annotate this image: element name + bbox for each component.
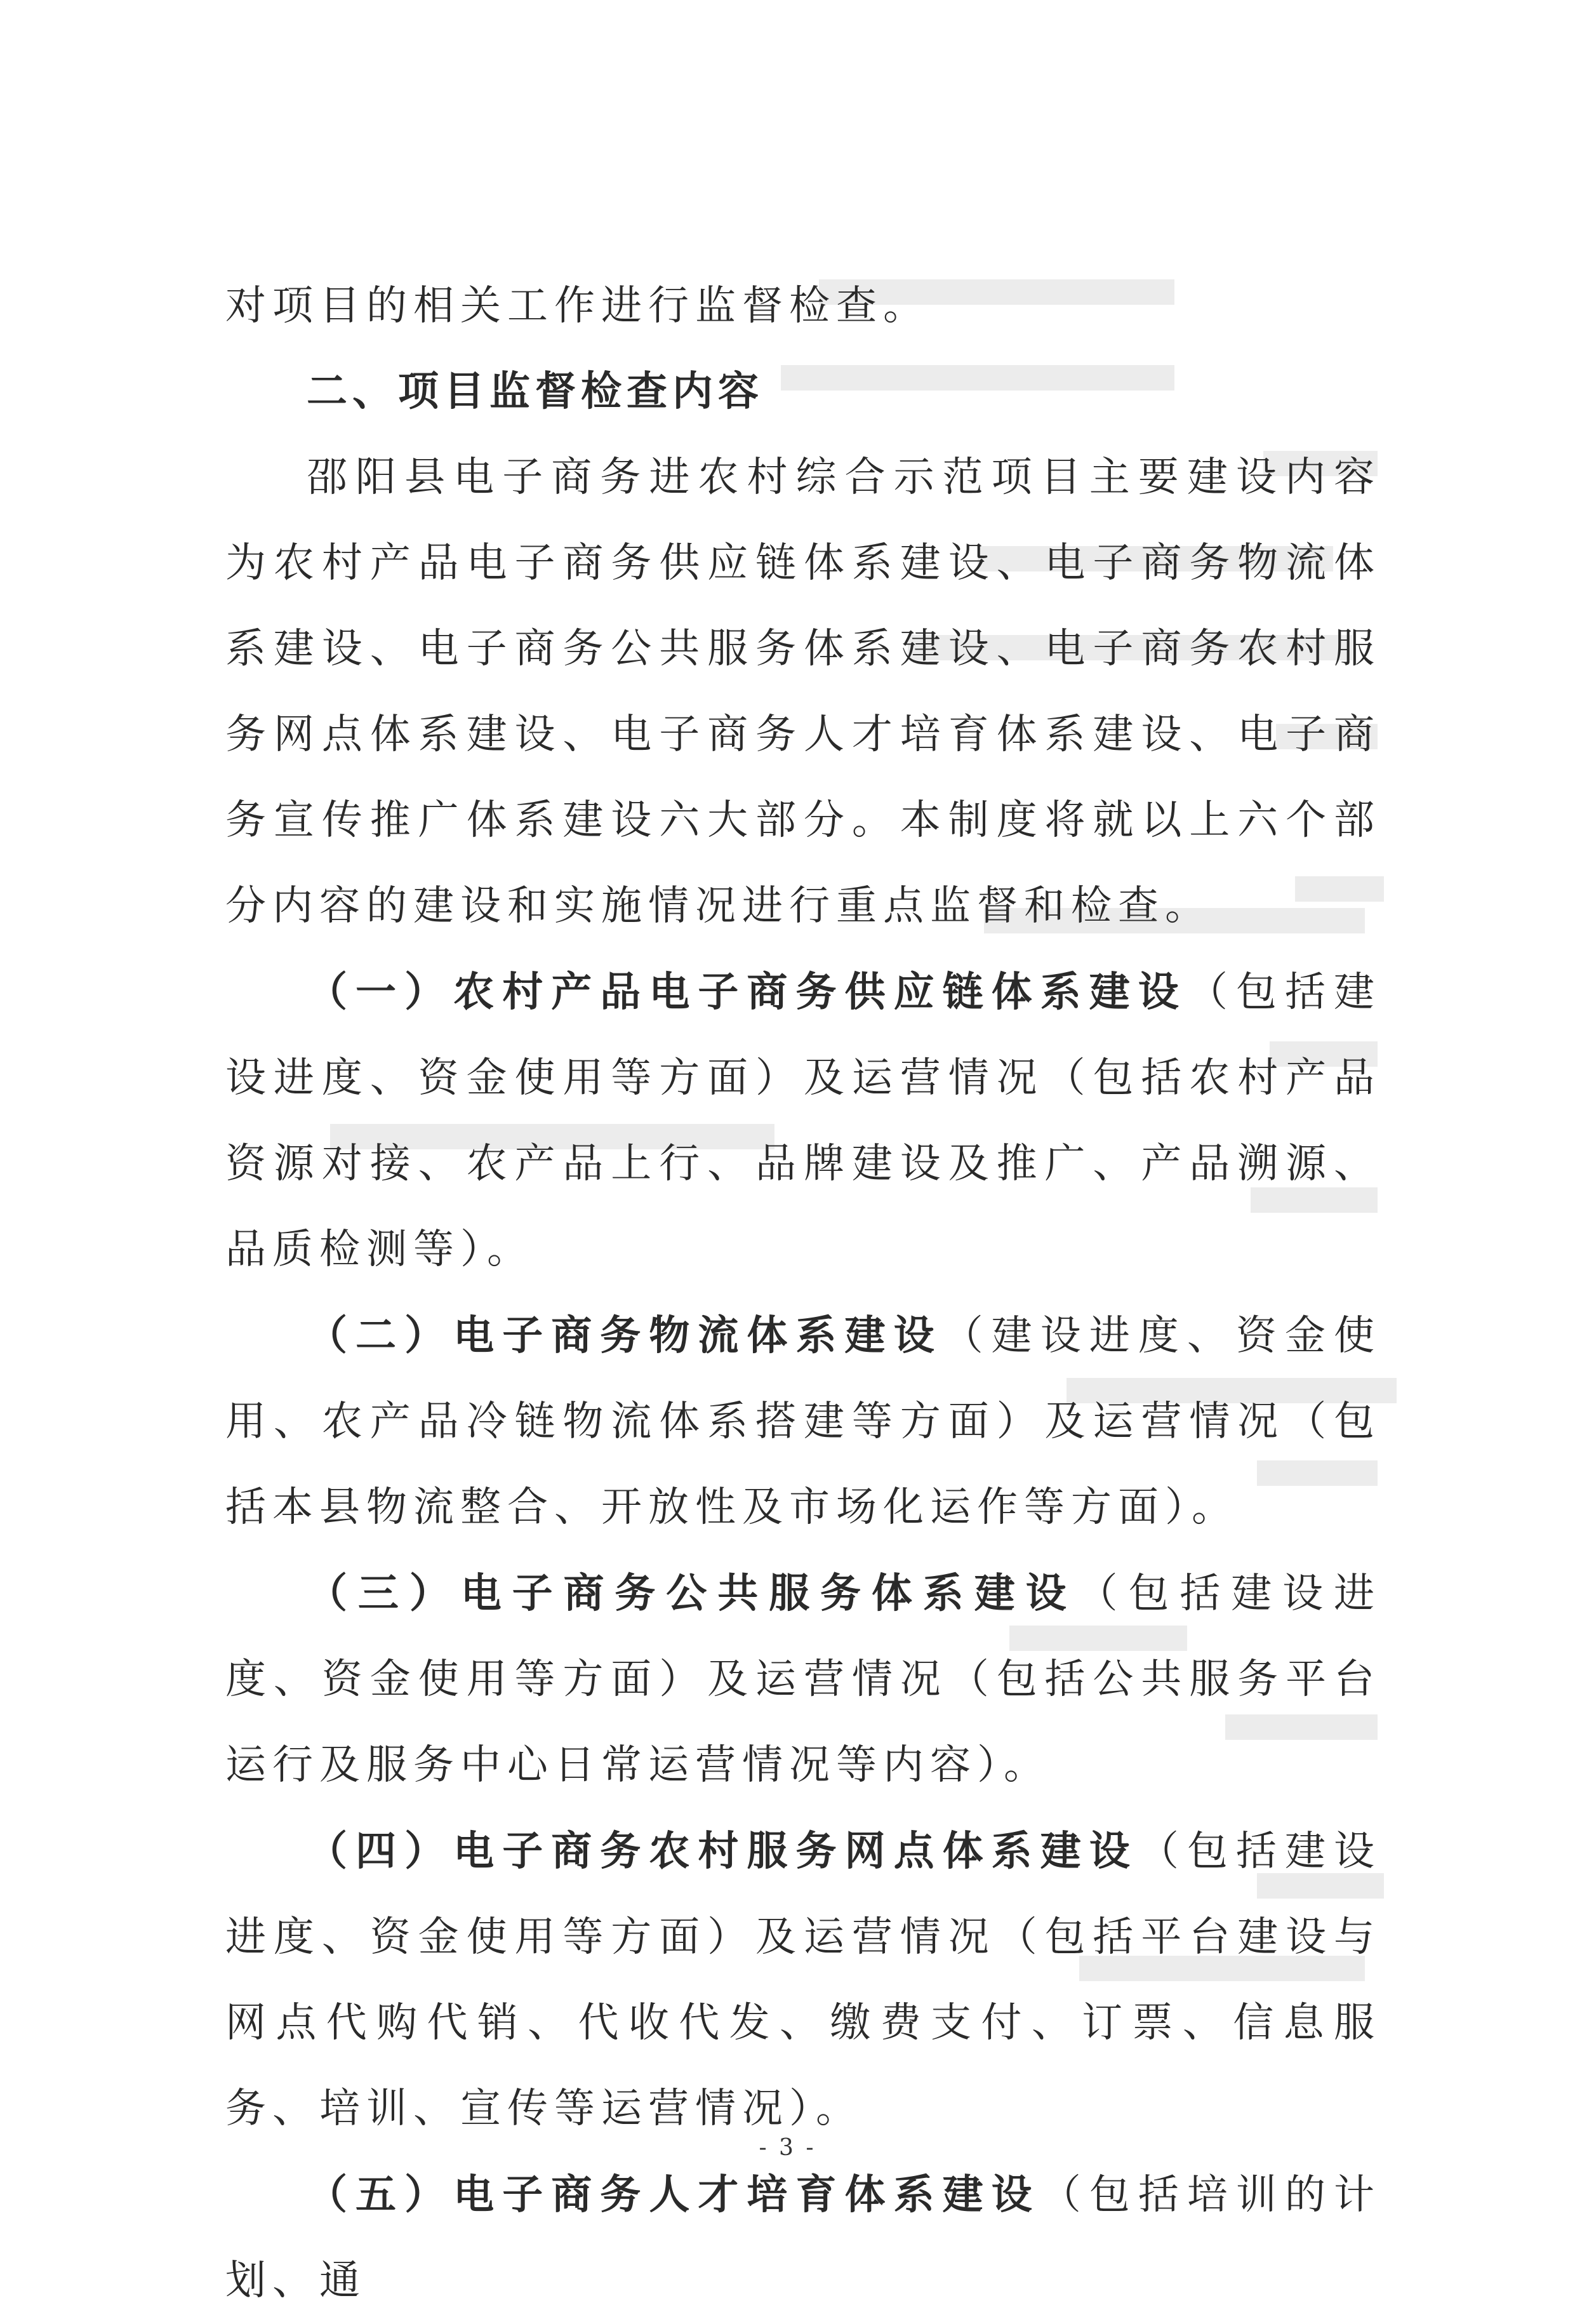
item-title: （三）电子商务公共服务体系建设 [307,1570,1077,1617]
item-text: （包括建设进度、资金使用等方面）及运营情况（包括平台建设与网点代购代销、代收代发、缴费支付、订票、信息服务、培训、宣传等运营情况）。 [225,1828,1381,2132]
item-text: （包括建设进度、资金使用等方面）及运营情况（包括公共服务平台运行及服务中心日常运营情况等内容）。 [225,1570,1381,1789]
item-text: （包括培训的计划、通 [225,2172,1381,2304]
item-title: （二）电子商务物流体系建设 [307,1312,943,1359]
item-paragraph-5 [225,2152,1381,2324]
document-body [225,264,1381,2324]
item-title: （一）农村产品电子商务供应链体系建设 [307,968,1187,1016]
item-text: （建设进度、资金使用、农产品冷链物流体系搭建等方面）及运营情况（包括本县物流整合、开放性及市场化运作等方面）。 [225,1312,1381,1531]
item-paragraph-4 [225,1808,1381,2152]
continued-paragraph: 对项目的相关工作进行监督检查。 [225,283,930,330]
item-text: （包括建设进度、资金使用等方面）及运营情况（包括农村产品资源对接、农产品上行、品牌建设及推广、产品溯源、品质检测等）。 [225,969,1381,1273]
section-heading: 二、项目监督检查内容 [307,368,764,415]
page-number: - 3 - [759,2135,816,2161]
intro-paragraph: 邵阳县电子商务进农村综合示范项目主要建设内容为农村产品电子商务供应链体系建设、电子商务物流体系建设、电子商务公共服务体系建设、电子商务农村服务网点体系建设、电子商务人才培育体系建设、电子商务宣传推广体系建设六大部分。本制度将就以上六个部分内容的建设和实施情况进行重点监督和检查。 [225,454,1381,930]
item-paragraph-3 [225,1551,1381,1808]
item-paragraph-1 [225,949,1381,1293]
item-title: （五）电子商务人才培育体系建设 [307,2171,1040,2219]
item-title: （四）电子商务农村服务网点体系建设 [307,1827,1138,1875]
item-paragraph-2 [225,1293,1381,1551]
